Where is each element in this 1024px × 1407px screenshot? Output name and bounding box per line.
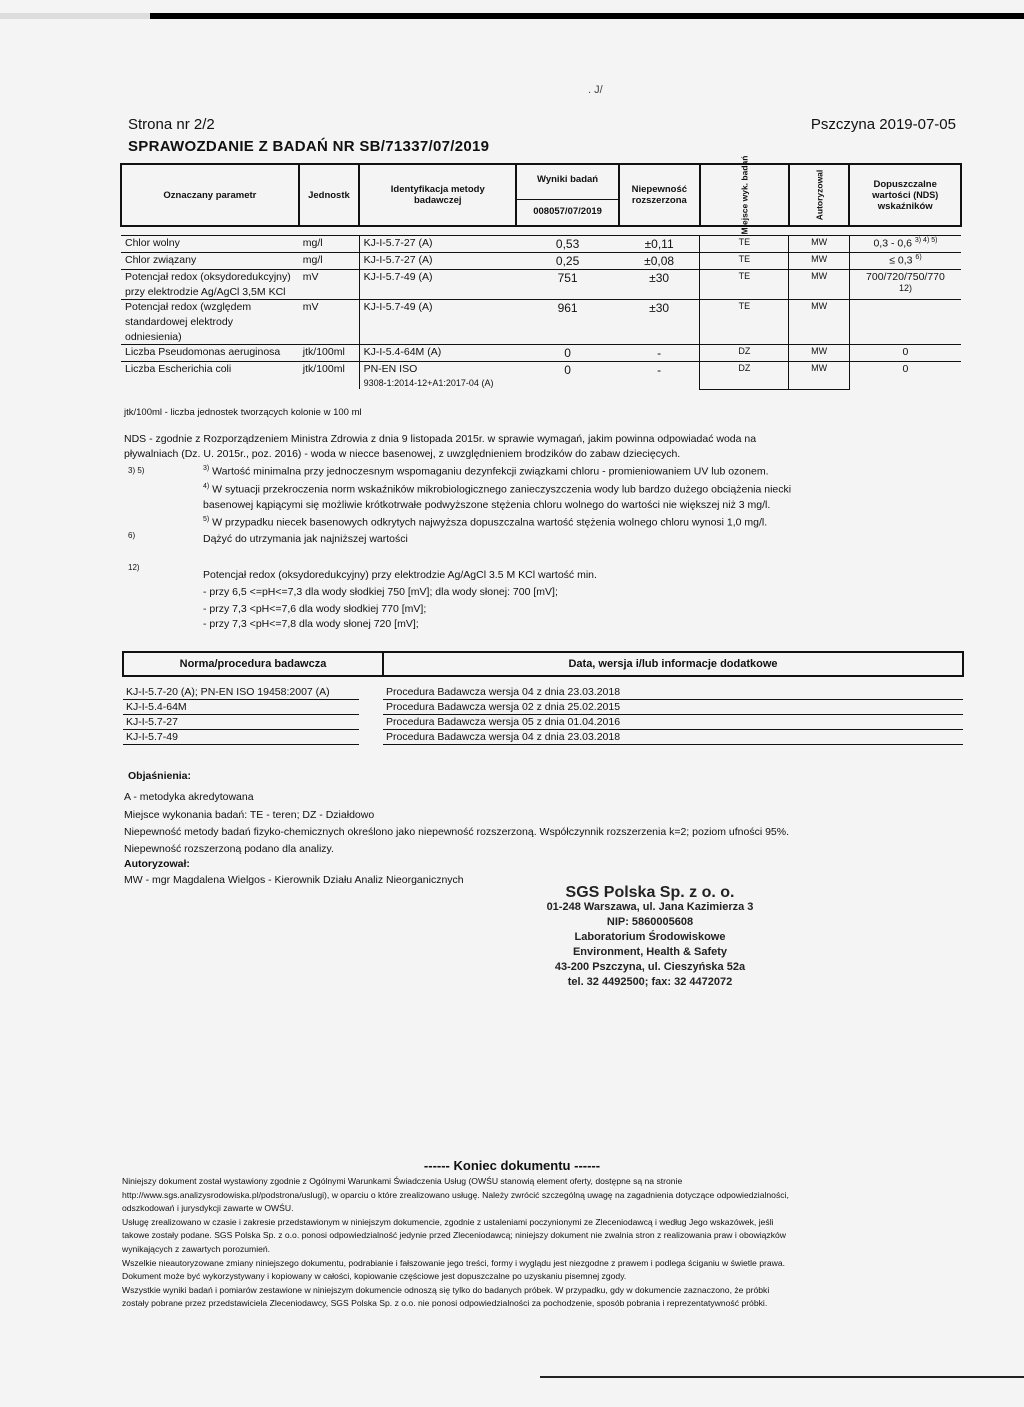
disclaimer: Niniejszy dokument został wystawiony zgodnie z Ogólnymi Warunkami Świadczenia Usług (OWŚU stanowią element oferty, dostępne są na stronie http://www.sgs.analizysrodowiska.pl/podstrona/uslugi), w oparciu o które zrealizowano usługę. Należy zwrócić szczególną uwagę na zagadnienia dotyczące odpowiedzialności, odszkodowań i jurysdykcji zawarte w OWŚU. Usługę zrealizowano w czasie i zakresie przedstawionym w niniejszym dokumencie, zgodnie z ustaleniami poczynionymi ze Zleceniodawcą i według Jego wskazówek, jeśli takowe zostały podane. SGS Polska Sp. z o.o. ponosi odpowiedzialność jedynie przed Zleceniodawcą; niniejszy dokument nie zwalnia stron z realizowania praw i obowiązków wynikających z zawartych porozumień. Wszelkie nieautoryzowane zmiany niniejszego dokumentu, podrabianie i fałszowanie jego treści, formy i wyglądu jest niezgodne z prawem i podlega ściganiu w świetle prawa. Dokument może być wykorzystywany i kopiowany w całości, kopiowanie częściowe jest dopuszczalne po uzyskaniu pisemnej zgody. Wszystkie wyniki badań i pomiarów zestawione w niniejszym dokumencie odnoszą się tylko do badanych próbek. W przypadku, gdy w dokumencie zaznaczono, że próbki zostały pobrane przez przedstawiciela Zleceniodawcy, SGS Polska Sp. z o.o. nie ponosi odpowiedzialności za pochodzenie, sposób pobrania i reprezentatywność próbki. <box>122 1176 789 1309</box>
method: PN-EN ISO 9308-1:2014-12+A1:2017-04 (A) <box>359 362 516 390</box>
place-code: TE <box>700 300 789 345</box>
param-name: Potencjał redox (oksydoredukcyjny) przy elektrodzie Ag/AgCl 3,5M KCl <box>121 270 299 300</box>
author-code: MW <box>789 345 850 362</box>
result-value: 751 <box>516 270 618 300</box>
uncertainty: ±30 <box>619 270 700 300</box>
table-row: KJ-I-5.7-49 Procedura Badawcza wersja 04 z dnia 23.03.2018 <box>123 730 963 745</box>
place-code: TE <box>700 253 789 270</box>
param-name: Chlor wolny <box>121 236 299 253</box>
unit: mg/l <box>299 253 359 270</box>
note-3: $^{3)}$ Wartość minimalna przy jednoczesnym wspomaganiu dezynfekcji związkami chloru - promieniowaniem UV lub ozonem. <box>203 465 769 478</box>
table-row <box>121 236 961 253</box>
note-5: $^{5)}$ W przypadku niecek basenowych odkrytych najwyższa dopuszczalna wartość stężenia wolnego chloru wynosi 1,0 mg/l. <box>203 516 768 529</box>
nds-note-line1: NDS - zgodnie z Rozporządzeniem Ministra Zdrowia z dnia 9 listopada 2015r. w sprawie wymagań, jakim powinna odpowiadać woda na <box>124 433 757 445</box>
explanation-uncertainty: Niepewność metody badań fizyko-chemicznych określono jako niepewność rozszerzoną. Współczynnik rozszerzenia k=2; poziom ufności 95%. <box>124 826 790 838</box>
note-12-line2: - przy 6,5 <=pH<=7,3 dla wody słodkiej 750 [mV]; dla wody słonej: 700 [mV]; <box>203 586 558 598</box>
limit-value: ≤ 0,3 $^{6)}$ <box>849 253 961 270</box>
method: KJ-I-5.4-64M (A) <box>359 345 516 362</box>
explanation-uncertainty-2: Niepewność rozszerzoną podano dla analizy. <box>124 843 334 855</box>
limit-value: 0 <box>849 362 961 390</box>
place-code: DZ <box>700 362 789 390</box>
author-code: MW <box>789 270 850 300</box>
uncertainty: ±0,11 <box>619 236 700 253</box>
company-stamp: SGS Polska Sp. z o. o. 01-248 Warszawa, ul. Jana Kazimierza 3 NIP: 5860005608 Laboratorium Środowiskowe Environment, Health & Safety 43-200 Pszczyna, ul. Cieszyńska 52a tel. 32 4492500; fax: 32 4472072 <box>546 884 754 988</box>
limit-value: 0,3 - 0,6 $^{3) 4) 5)}$ <box>849 236 961 253</box>
result-value: 0,53 <box>516 236 618 253</box>
result-value: 961 <box>516 300 618 345</box>
table-row <box>121 362 961 390</box>
report-title: SPRAWOZDANIE Z BADAŃ NR SB/71337/07/2019 <box>128 138 490 155</box>
methods-header-norm: Norma/procedura badawcza <box>123 652 383 676</box>
param-name: Liczba Escherichia coli <box>121 362 299 390</box>
scan-top-border-light <box>0 13 150 19</box>
method: KJ-I-5.7-49 (A) <box>359 300 516 345</box>
uncertainty: ±30 <box>619 300 700 345</box>
nds-note-line2: pływalniach (Dz. U. 2015r., poz. 2016) - woda w niecce basenowej, z uwzględnieniem brodzików do zabaw dziecięcych. <box>124 448 681 460</box>
methods-header-row <box>123 652 963 676</box>
col-header-param: Oznaczany parametr <box>121 164 299 226</box>
param-name: Liczba Pseudomonas aeruginosa <box>121 345 299 362</box>
uncertainty: - <box>619 345 700 362</box>
note-4-line1: $^{4)}$ W sytuacji przekroczenia norm wskaźników mikrobiologicznego zanieczyszczenia wody lub bardzo dużego obciążenia niecki <box>203 483 792 496</box>
table-row: KJ-I-5.7-20 (A); PN-EN ISO 19458:2007 (A) Procedura Badawcza wersja 04 z dnia 23.03.2018 <box>123 685 963 700</box>
table-row <box>121 345 961 362</box>
uncertainty: ±0,08 <box>619 253 700 270</box>
note-4-line2: basenowej kąpiącymi się możliwie krótkotrwałe podwyższone stężenia chloru wolnego do wartości nie większej niż 3 mg/l. <box>203 499 771 511</box>
explanation-a: A - metodyka akredytowana <box>124 791 254 803</box>
unit: mV <box>299 270 359 300</box>
col-header-author: Autoryzowal <box>789 164 850 226</box>
result-value: 0 <box>516 345 618 362</box>
results-header-row <box>121 164 961 226</box>
note-marker-3-5: 3) 5) <box>128 466 145 475</box>
explanations-heading: Objaśnienia: <box>128 770 192 782</box>
note-12-line3: - przy 7,3 <pH<=7,6 dla wody słodkiej 770 [mV]; <box>203 603 427 615</box>
col-header-uncertainty: Niepewność rozszerzona <box>619 164 700 226</box>
method: KJ-I-5.7-27 (A) <box>359 253 516 270</box>
table-row: KJ-I-5.7-27 Procedura Badawcza wersja 05 z dnia 01.04.2016 <box>123 715 963 730</box>
page-number: Strona nr 2/2 <box>128 116 215 133</box>
authorization-heading: Autoryzował: <box>124 858 190 870</box>
uncertainty: - <box>619 362 700 390</box>
results-table <box>120 155 962 390</box>
methods-header-info: Data, wersja i/lub informacje dodatkowe <box>383 652 963 676</box>
note-6: Dążyć do utrzymania jak najniższej wartości <box>203 533 408 545</box>
limit-value: 0 <box>849 345 961 362</box>
table-row <box>121 300 961 345</box>
authorization: MW - mgr Magdalena Wielgos - Kierownik Działu Analiz Nieorganicznych <box>124 874 464 886</box>
col-header-limit: Dopuszczalne wartości (NDS) wskaźników <box>849 164 961 226</box>
unit: mV <box>299 300 359 345</box>
param-name: Chlor związany <box>121 253 299 270</box>
method: KJ-I-5.7-49 (A) <box>359 270 516 300</box>
author-code: MW <box>789 362 850 390</box>
result-value: 0,25 <box>516 253 618 270</box>
table-row <box>121 270 961 300</box>
note-12-line4: - przy 7,3 <pH<=7,8 dla wody słonej 720 [mV]; <box>203 618 419 630</box>
note-12-line1: Potencjał redox (oksydoredukcyjny) przy elektrodzie Ag/AgCl 3.5 M KCl wartość min. <box>203 569 597 581</box>
result-value: 0 <box>516 362 618 390</box>
place-code: DZ <box>700 345 789 362</box>
param-name: Potencjał redox (względem standardowej elektrody odniesienia) <box>121 300 299 345</box>
place-code: TE <box>700 270 789 300</box>
col-header-unit: Jednostk <box>299 164 359 226</box>
note-marker-6: 6) <box>128 531 136 540</box>
handwritten-mark: . J/ <box>588 84 603 96</box>
scan-top-border <box>0 13 1024 19</box>
method: KJ-I-5.7-27 (A) <box>359 236 516 253</box>
col-header-place: Miejsce wyk. badań <box>700 164 789 226</box>
end-of-document: ------ Koniec dokumentu ------ <box>423 1158 601 1173</box>
place-code: TE <box>700 236 789 253</box>
methods-table <box>122 651 964 745</box>
unit: jtk/100ml <box>299 345 359 362</box>
scan-bottom-line <box>540 1376 1024 1378</box>
place-date: Pszczyna 2019-07-05 <box>810 116 956 133</box>
note-marker-12: 12) <box>128 563 140 572</box>
unit: mg/l <box>299 236 359 253</box>
author-code: MW <box>789 253 850 270</box>
author-code: MW <box>789 236 850 253</box>
unit: jtk/100ml <box>299 362 359 390</box>
limit-value <box>849 300 961 345</box>
table-row <box>121 253 961 270</box>
limit-value: 700/720/750/770 12) <box>849 270 961 300</box>
table-row: KJ-I-5.4-64M Procedura Badawcza wersja 02 z dnia 25.02.2015 <box>123 700 963 715</box>
author-code: MW <box>789 300 850 345</box>
unit-legend: jtk/100ml - liczba jednostek tworzących kolonie w 100 ml <box>124 407 362 418</box>
explanation-place: Miejsce wykonania badań: TE - teren; DZ - Działdowo <box>124 809 375 821</box>
sample-number: 008057/07/2019 <box>533 205 602 217</box>
col-header-method: Identyfikacja metody badawczej <box>359 164 516 226</box>
col-header-results: Wyniki badań 008057/07/2019 <box>516 164 618 226</box>
